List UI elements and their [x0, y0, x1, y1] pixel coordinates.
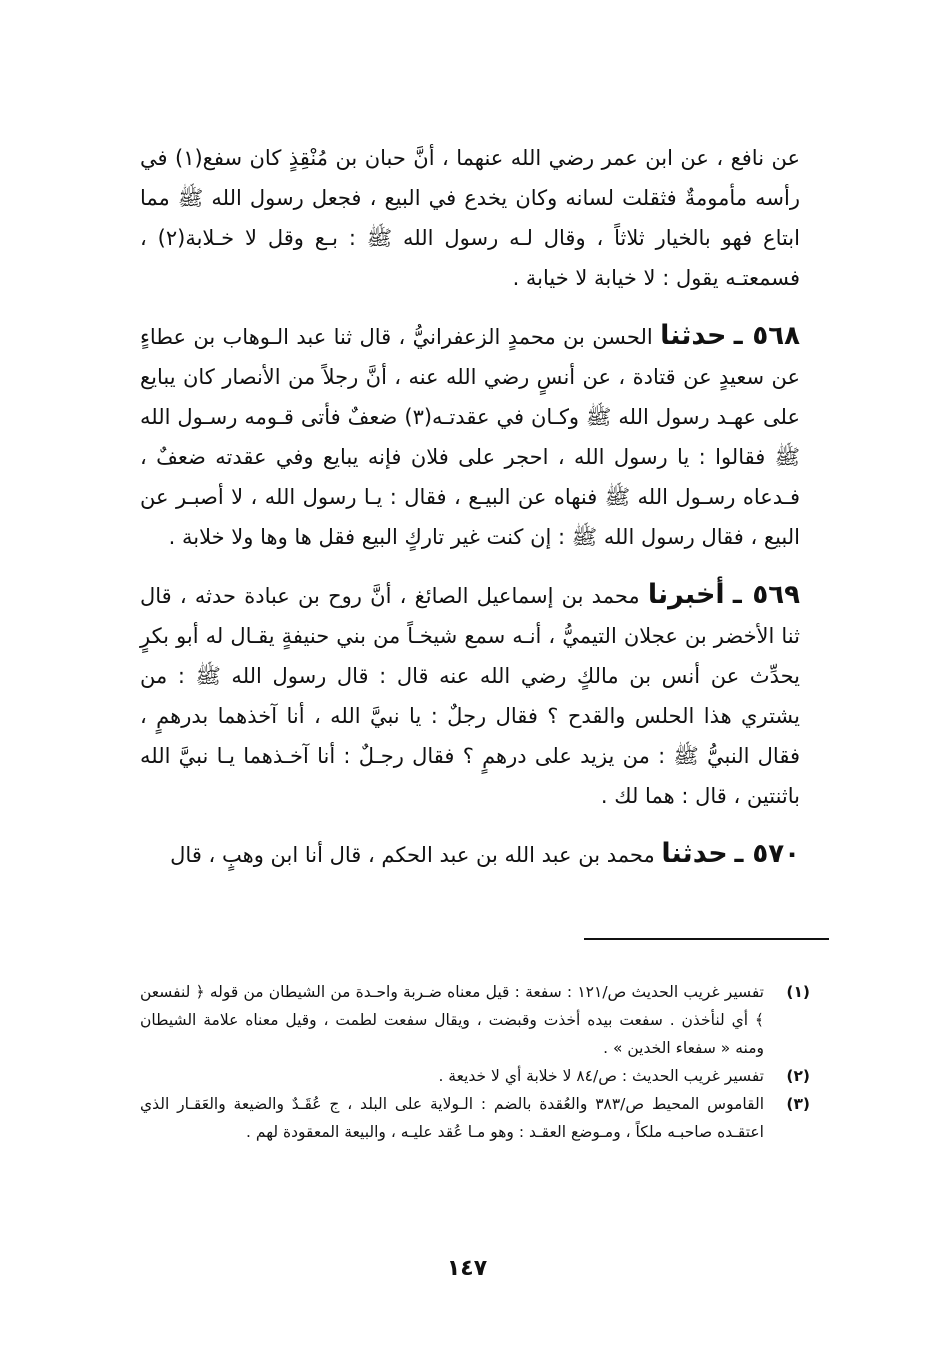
hadith-570-text: محمد بن عبد الله بن عبد الحكم ، قال أنا ابن وهبٍ ، قال [170, 843, 655, 867]
footnote-divider [584, 938, 829, 940]
footnote-1 [140, 978, 810, 1062]
footnote-3-number: (٣) [786, 1095, 810, 1113]
hadith-570-keyword: حدثنا [661, 838, 728, 869]
footnote-1-number: (١) [786, 983, 810, 1001]
paragraph-intro-text: عن نافع ، عن ابن عمر رضي الله عنهما ، أنَّ حبان بن مُنْقِذٍ كان سفع(١) في رأسه مأمومةٌ فثقلت لسانه وكان يخدع في البيع ، فجعل رسول الله ﷺ مما ابتاع فهو بالخيار ثلاثاً ، وقال لـه رسول الله ﷺ : بـع وقل لا خـلابة(٢) ، فسمعتـه يقول : لا خيابة لا خيابة . [140, 146, 800, 290]
footnote-2 [140, 1062, 810, 1090]
page-number: ١٤٧ [446, 1256, 488, 1281]
footnote-1-text: تفسير غريب الحديث ص/١٢١ : سفعة : قيل معناه ضـربة واحـدة من الشيطان من قوله ﴿ لنفسعن ﴾ أي لنأخذن . سفعت بيده أخذت وقبضت ، ويقال سفعت لطمت ، وقيل معناه علامة الشيطان ومنه « سفعاء الخدين » . [140, 983, 764, 1057]
footnote-2-text: تفسير غريب الحديث : ص/٨٤ لا خلابة أي لا خديعة . [438, 1067, 764, 1085]
paragraph-intro [140, 138, 800, 298]
hadith-570 [140, 834, 800, 875]
footnote-3 [140, 1090, 810, 1146]
hadith-568-number: ٥٦٨ ـ [733, 321, 800, 351]
hadith-569 [140, 575, 800, 816]
footnote-3-text: القاموس المحيط ص/٣٨٣ والعُقدة بالضم : الـولاية على البلد ، ج عُقَـدٌ والضيعة والعَقـار الذي اعتقـده صاحبـه ملكاً ، ومـوضع العقـد : وهو مـا عُقد عليـه ، والبيعة المعقودة لهم . [140, 1095, 765, 1141]
hadith-570-number: ٥٧٠ ـ [734, 839, 800, 869]
hadith-568 [140, 316, 800, 557]
hadith-568-text: الحسن بن محمدٍ الزعفرانيُّ ، قال ثنا عبد الـوهاب بن عطاءٍ عن سعيدٍ عن قتادة ، عن أنسٍ رضي الله عنه ، أنَّ رجلاً من الأنصار كان يبايع على عهـد رسول الله ﷺ وكـان في عقدتـه(٣) ضعفٌ فأتى قـومه رسـول الله ﷺ فقالوا : يا رسول الله ، احجر على فلان فإنه يبايع وفي عقدته ضعفٌ ، فـدعاه رسـول الله ﷺ فنهاه عن البيـع ، فقال : يـا رسول الله ، لا أصبـر عن البيع ، فقال رسول الله ﷺ : إن كنت غير تاركٍ البيع فقل ها وها ولا خلابة . [140, 325, 800, 549]
hadith-569-keyword: أخبرنا [647, 579, 725, 610]
main-text [140, 138, 800, 893]
hadith-568-keyword: حدثنا [660, 320, 727, 351]
hadith-569-number: ٥٦٩ ـ [732, 580, 800, 610]
hadith-569-text: محمد بن إسماعيل الصائغ ، أنَّ روح بن عبادة حدثه ، قال ثنا الأخضر بن عجلان التيميُّ ، أنـه سمع شيخـاً من بني حنيفةٍ يقـال له أبو بكرٍ يحدِّث عن أنس بن مالكٍ رضي الله عنه قال : قال رسول الله ﷺ : من يشتري هذا الحلس والقدح ؟ فقال رجلٌ : يا نبيَّ الله ، أنا آخذهما بدرهمٍ ، فقال النبيُّ ﷺ : من يزيد على درهمٍ ؟ فقال رجـلٌ : أنا آخـذهما يـا نبيَّ الله باثنتين ، قال : هما لك . [140, 584, 800, 808]
footnotes [140, 978, 810, 1146]
footnote-2-number: (٢) [786, 1067, 810, 1085]
